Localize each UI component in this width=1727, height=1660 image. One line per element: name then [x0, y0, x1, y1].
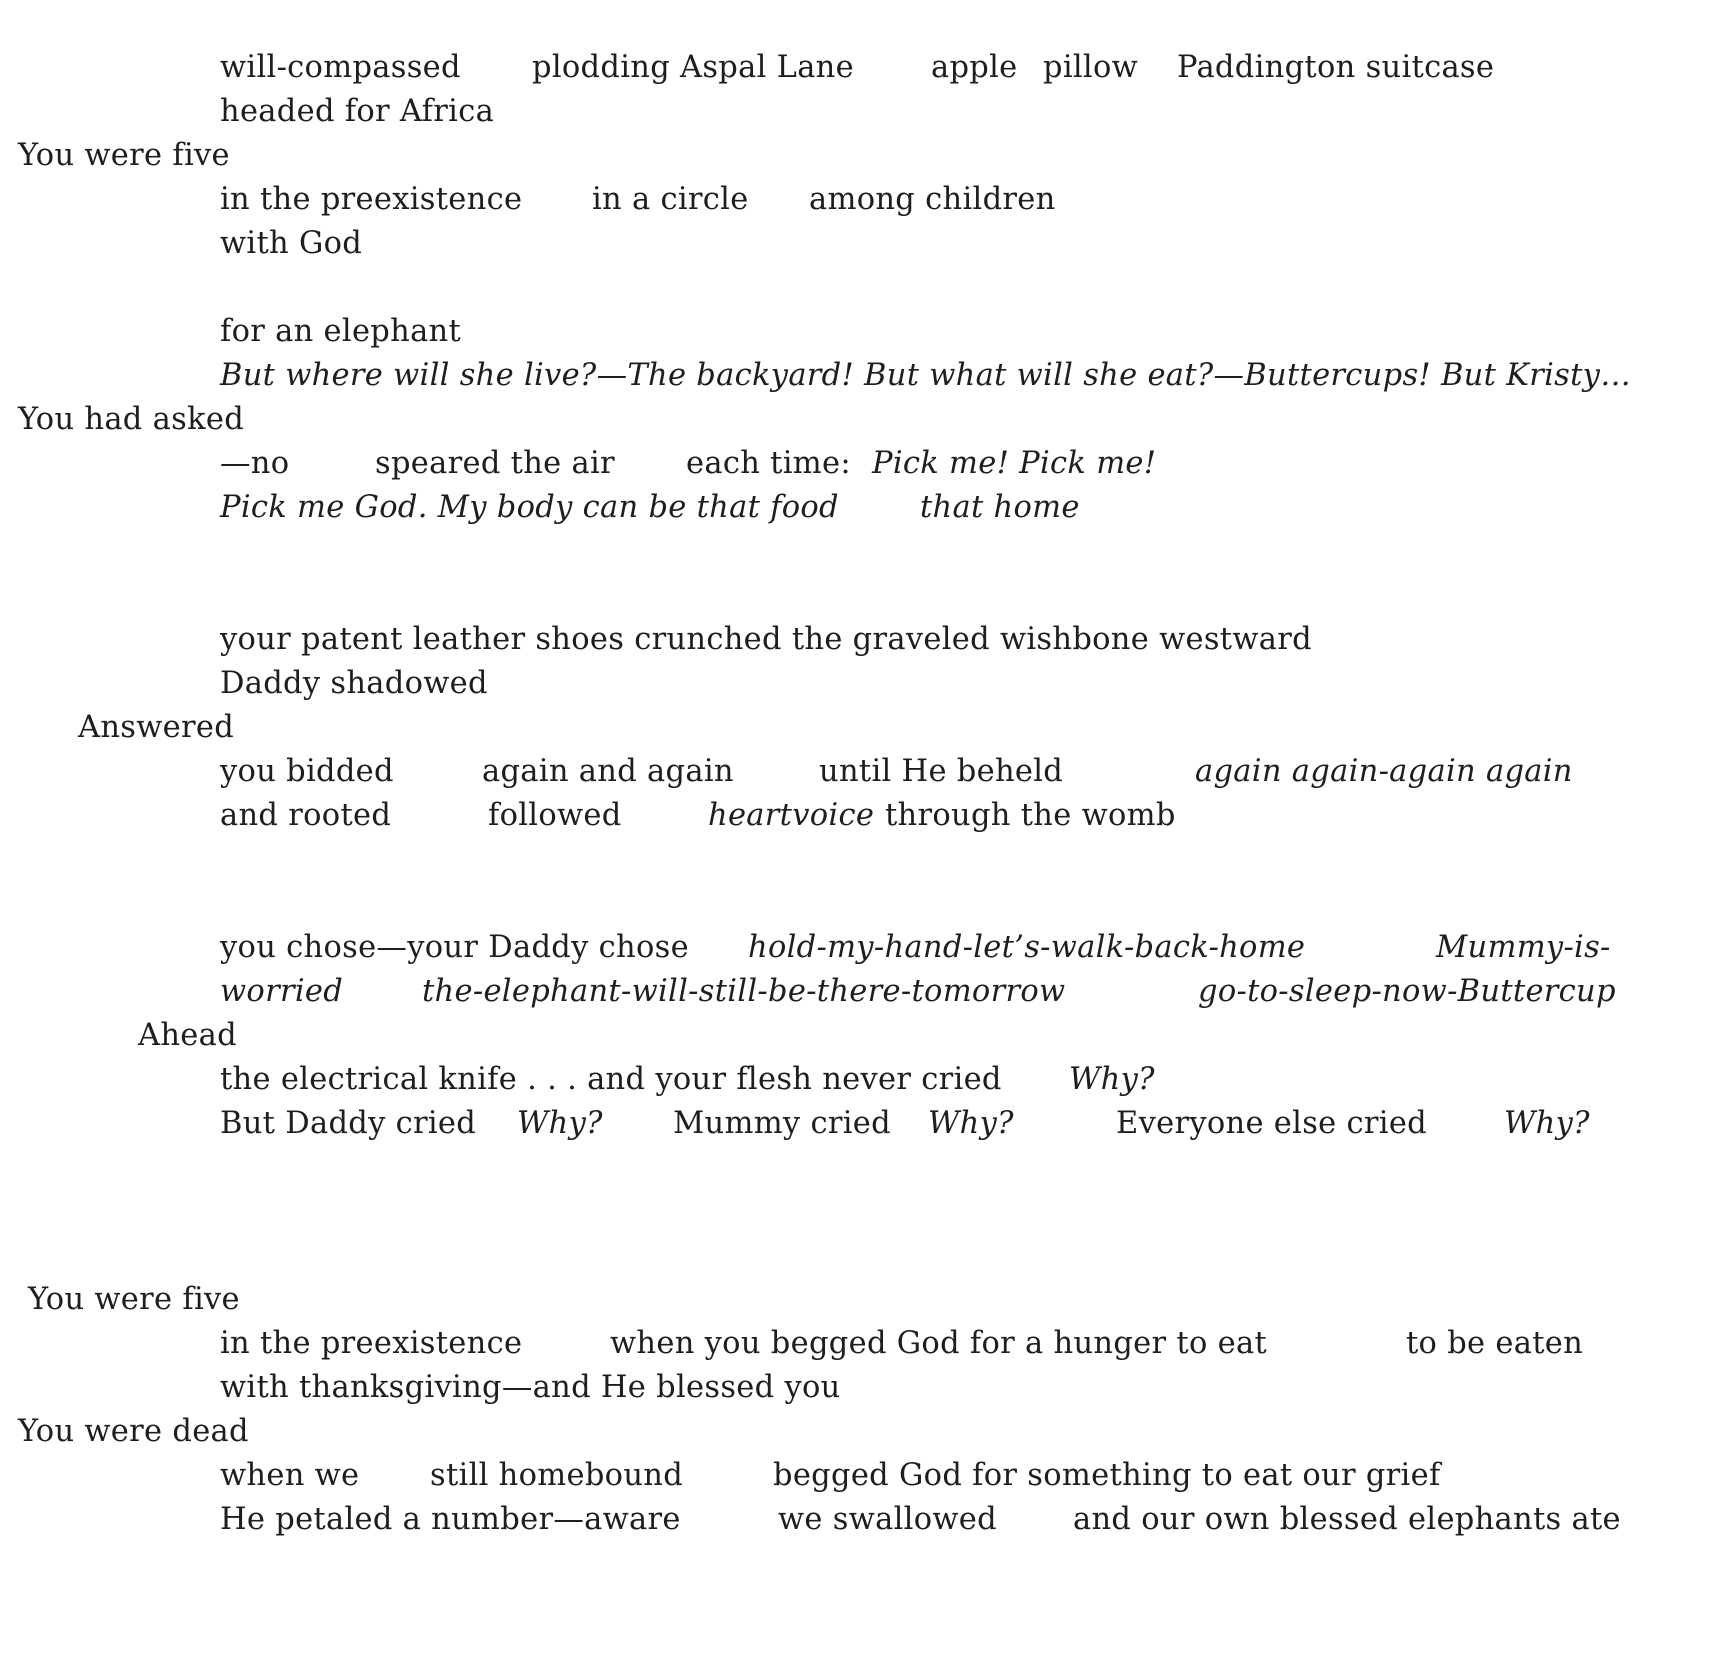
poem-line-17-phrase-1: worried [220, 974, 344, 1009]
poem-line-22-phrase-2: when you begged God for a hunger to eat [610, 1326, 1267, 1361]
poem-line-20-phrase-5: Everyone else cried [1116, 1106, 1427, 1141]
poem-line-17-phrase-2: the-elephant-will-still-be-there-tomorrow [422, 974, 1066, 1009]
poem-line-14-phrase-4: again again-again again [1195, 754, 1573, 789]
poem-line-1-phrase-5: Paddington suitcase [1177, 50, 1495, 85]
poem-line-14-phrase-3: until He beheld [819, 754, 1064, 789]
poem-line-16-phrase-2: hold-my-hand-let’s-walk-back-home [748, 930, 1306, 965]
poem-line-14-phrase-1: you bidded [220, 754, 394, 789]
poem-line-21-phrase-1: You were five [28, 1282, 240, 1317]
poem-line-20-phrase-6: Why? [1504, 1106, 1590, 1141]
poem-line-25-phrase-3: begged God for something to eat our grief [773, 1458, 1441, 1493]
poem-line-19-phrase-2: Why? [1069, 1062, 1155, 1097]
poem-line-20-phrase-4: Why? [928, 1106, 1014, 1141]
poem-line-20-phrase-3: Mummy cried [673, 1106, 891, 1141]
poem-line-25-phrase-1: when we [220, 1458, 360, 1493]
poem-line-1-phrase-4: pillow [1043, 50, 1139, 85]
poem-line-26-phrase-3: and our own blessed elephants ate [1073, 1502, 1621, 1537]
poem-line-9-phrase-4: Pick me! Pick me! [872, 446, 1157, 481]
poem-line-19-phrase-1: the electrical knife . . . and your flesh never cried [220, 1062, 1002, 1097]
poem-line-16-phrase-1: you chose—your Daddy chose [220, 930, 689, 965]
poem-line-6-phrase-1: for an elephant [220, 314, 462, 349]
poem-line-4-phrase-1: in the preexistence [220, 182, 523, 217]
poem-line-9-phrase-3: each time: [686, 446, 851, 481]
poem-line-4-phrase-2: in a circle [592, 182, 749, 217]
poem-line-20-phrase-1: But Daddy cried [220, 1106, 477, 1141]
poem-line-22-phrase-3: to be eaten [1406, 1326, 1584, 1361]
poem-line-26-phrase-1: He petaled a number—aware [220, 1502, 681, 1537]
poem-line-10-phrase-2: that home [920, 490, 1080, 525]
poem-line-4-phrase-3: among children [809, 182, 1056, 217]
poem-line-9-phrase-1: —no [220, 446, 290, 481]
poem-line-26-phrase-2: we swallowed [778, 1502, 997, 1537]
poem-line-14-phrase-2: again and again [482, 754, 734, 789]
poem-line-15-phrase-3: heartvoice [708, 798, 875, 833]
poem-line-24-phrase-1: You were dead [18, 1414, 249, 1449]
poem-line-16-phrase-3: Mummy-is- [1436, 930, 1611, 965]
poem-line-11-phrase-1: your patent leather shoes crunched the graveled wishbone westward [220, 622, 1312, 657]
poem-line-25-phrase-2: still homebound [430, 1458, 684, 1493]
poem-line-15-phrase-2: followed [488, 798, 622, 833]
poem-line-23-phrase-1: with thanksgiving—and He blessed you [220, 1370, 841, 1405]
poem-line-15-phrase-4: through the womb [885, 798, 1176, 833]
poem-line-20-phrase-2: Why? [517, 1106, 603, 1141]
poem-line-15-phrase-1: and rooted [220, 798, 392, 833]
poem-line-1-phrase-3: apple [931, 50, 1018, 85]
poem-line-13-phrase-1: Answered [78, 710, 235, 745]
poem-line-22-phrase-1: in the preexistence [220, 1326, 523, 1361]
poem-line-12-phrase-1: Daddy shadowed [220, 666, 488, 701]
poem-line-2-phrase-1: headed for Africa [220, 94, 495, 129]
poem-line-7-phrase-1: But where will she live?—The backyard! But what will she eat?—Buttercups! But Kristy… [220, 358, 1632, 393]
poem-line-1-phrase-2: plodding Aspal Lane [532, 50, 854, 85]
poem-line-1-phrase-1: will-compassed [220, 50, 461, 85]
poem-line-3-phrase-1: You were five [18, 138, 230, 173]
poem-line-10-phrase-1: Pick me God. My body can be that food [220, 490, 839, 525]
poem-line-8-phrase-1: You had asked [18, 402, 245, 437]
poem-line-18-phrase-1: Ahead [138, 1018, 237, 1053]
poem-line-17-phrase-3: go-to-sleep-now-Buttercup [1198, 974, 1616, 1009]
poem-line-9-phrase-2: speared the air [375, 446, 615, 481]
poem-line-5-phrase-1: with God [220, 226, 363, 261]
